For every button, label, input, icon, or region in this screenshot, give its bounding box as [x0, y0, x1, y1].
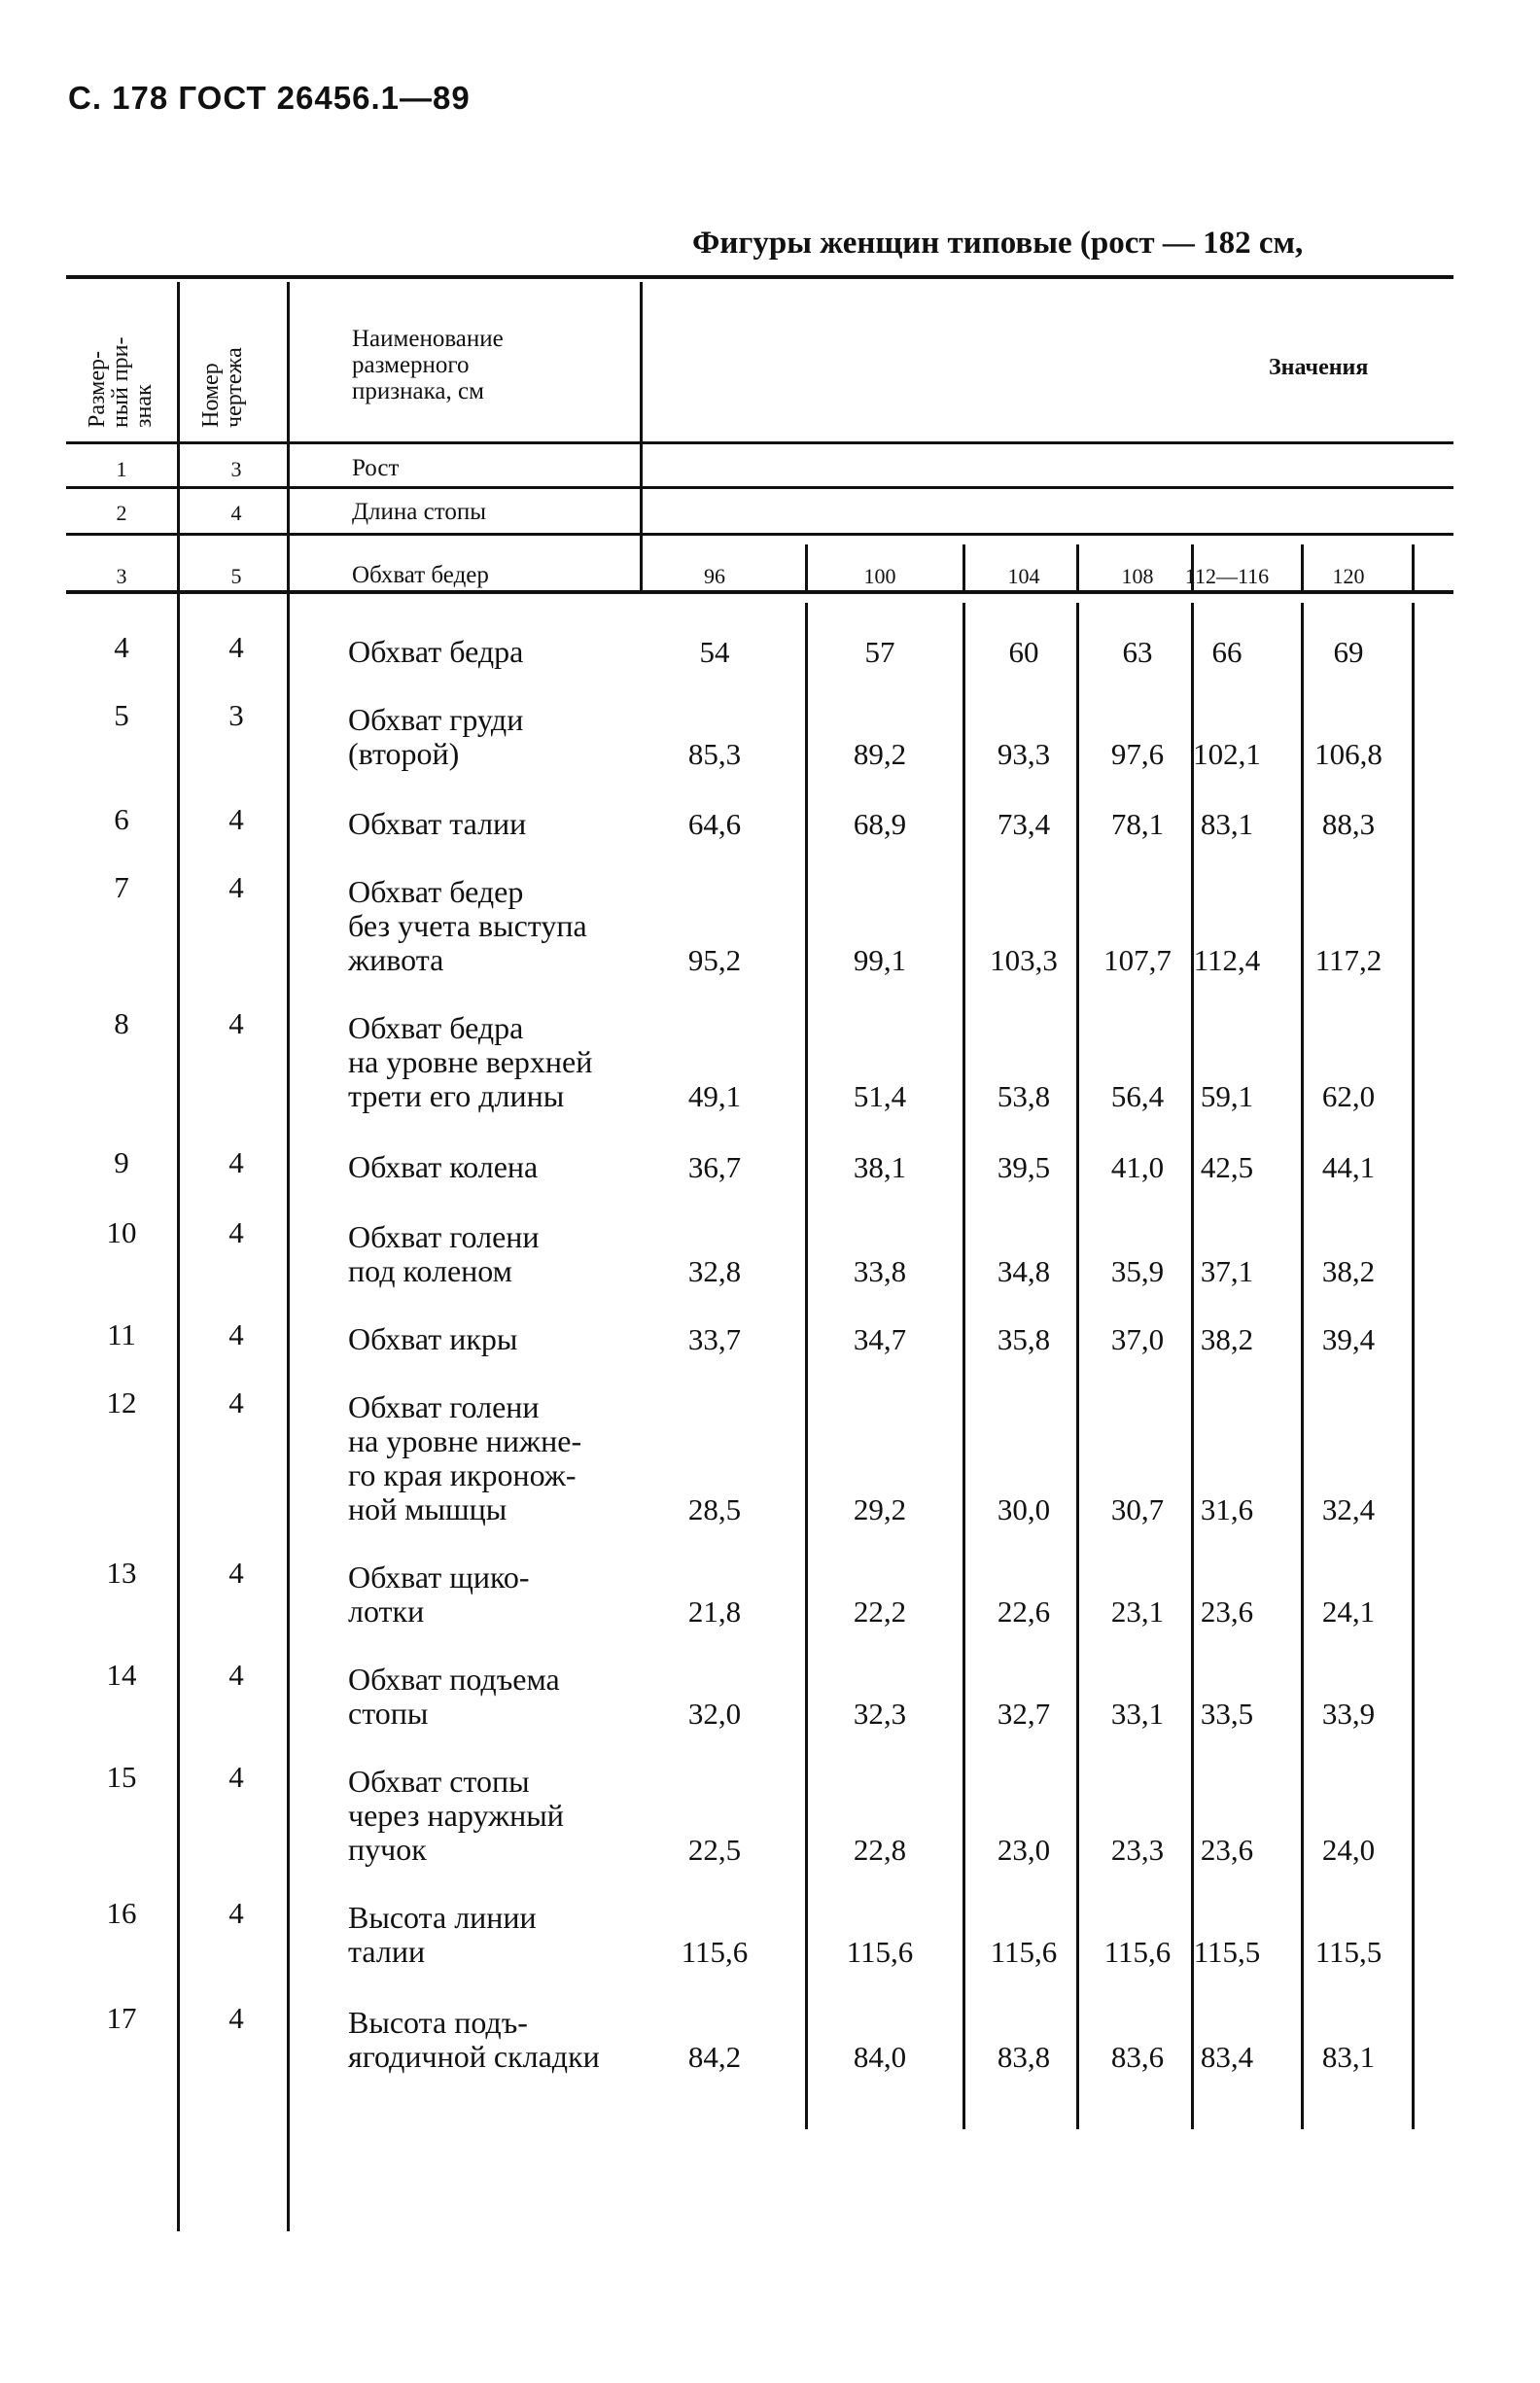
row-feature-name: Обхват бедер без учета выступа живота	[348, 874, 587, 977]
row-value: 33,5	[1200, 1697, 1254, 1731]
row-value: 24,0	[1321, 1833, 1376, 1867]
row-drawing-number: 4	[228, 1215, 244, 1249]
row-feature-name: Обхват бедра	[348, 634, 524, 669]
row-value: 106,8	[1314, 737, 1382, 771]
row-value: 35,9	[1110, 1254, 1165, 1288]
row-rule	[66, 533, 1453, 536]
row-feature-name: Обхват колена	[348, 1149, 539, 1184]
row-value: 38,1	[853, 1150, 907, 1184]
row-value: 115,6	[1103, 1935, 1172, 1969]
row-drawing-number: 4	[228, 1317, 244, 1351]
table-caption: Фигуры женщин типовые (рост — 182 см,	[692, 226, 1304, 261]
row-value: 62,0	[1321, 1079, 1376, 1113]
row-value: 115,5	[1314, 1935, 1382, 1969]
row-drawing-number: 4	[228, 1658, 244, 1692]
row-value: 115,6	[681, 1935, 749, 1969]
row-feature-name: Обхват подъема стопы	[348, 1662, 560, 1731]
row-number: 8	[114, 1006, 129, 1040]
row-value: 23,6	[1200, 1595, 1254, 1629]
row-value: 115,5	[1193, 1935, 1261, 1969]
row-number: 12	[106, 1385, 137, 1419]
row-value: 115,6	[846, 1935, 914, 1969]
row-value: 32,3	[853, 1697, 907, 1731]
row-value: 64,6	[687, 807, 742, 841]
row-value: 21,8	[687, 1595, 742, 1629]
row-value: 39,4	[1321, 1322, 1376, 1356]
row-feature-name: Обхват голени на уровне нижне- го края икронож- ной мышцы	[348, 1389, 582, 1526]
row-number: 6	[114, 802, 129, 836]
row-value: 102,1	[1193, 737, 1261, 771]
row-value: 117,2	[1314, 943, 1382, 977]
row-value: 38,2	[1321, 1254, 1376, 1288]
row-drawing-number: 4	[228, 1385, 244, 1419]
row-value: 34,8	[997, 1254, 1051, 1288]
row-value: 23,0	[997, 1833, 1051, 1867]
row-feature-name: Обхват бедра на уровне верхней трети его длины	[348, 1010, 593, 1113]
row-value: 23,3	[1110, 1833, 1165, 1867]
row-value: 56,4	[1110, 1079, 1165, 1113]
row-value: 59,1	[1200, 1079, 1254, 1113]
size-value: 104	[1007, 564, 1040, 588]
row-value: 83,1	[1200, 807, 1254, 841]
row-value: 39,5	[997, 1150, 1051, 1184]
row-value: 28,5	[687, 1492, 742, 1526]
row-number: 13	[106, 1556, 137, 1590]
row-value: 36,7	[687, 1150, 742, 1184]
row-value: 84,0	[853, 2040, 907, 2074]
row-value: 33,1	[1110, 1697, 1165, 1731]
row-value: 95,2	[687, 943, 742, 977]
row-value: 22,6	[997, 1595, 1051, 1629]
row-value: 37,0	[1110, 1322, 1165, 1356]
row-value: 44,1	[1321, 1150, 1376, 1184]
row-value: 78,1	[1110, 807, 1165, 841]
col-rule-num	[177, 282, 180, 2231]
row-number: 9	[114, 1145, 129, 1179]
row-value: 88,3	[1321, 807, 1376, 841]
row-drawing-number: 4	[228, 2001, 244, 2035]
row-drawing-number: 4	[228, 802, 244, 836]
row-value: 73,4	[997, 807, 1051, 841]
head-row-name: Длина стопы	[352, 499, 487, 525]
head-row-drawing: 4	[230, 501, 242, 525]
row-value: 83,1	[1321, 2040, 1376, 2074]
row-value: 89,2	[853, 737, 907, 771]
head-row-name: Рост	[352, 455, 400, 481]
row-drawing-number: 4	[228, 1896, 244, 1930]
top-rule	[66, 275, 1453, 279]
row-feature-name: Обхват груди (второй)	[348, 702, 524, 771]
row-number: 15	[106, 1760, 137, 1794]
row-value: 37,1	[1200, 1254, 1254, 1288]
row-number: 16	[106, 1896, 137, 1930]
row-value: 66	[1211, 635, 1242, 669]
row-value: 103,3	[990, 943, 1058, 977]
row-feature-name: Высота линии талии	[348, 1900, 537, 1969]
row-value: 42,5	[1200, 1150, 1254, 1184]
row-value: 22,5	[687, 1833, 742, 1867]
row-value: 97,6	[1110, 737, 1165, 771]
value-col-rule	[805, 544, 808, 591]
row-value: 31,6	[1200, 1492, 1254, 1526]
row-value: 30,7	[1110, 1492, 1165, 1526]
row-value: 63	[1122, 635, 1153, 669]
head-row-number: 3	[116, 564, 127, 588]
row-drawing-number: 4	[228, 1006, 244, 1040]
row-value: 54	[699, 635, 730, 669]
row-value: 41,0	[1110, 1150, 1165, 1184]
header-rule	[66, 441, 1453, 444]
row-number: 4	[114, 630, 129, 664]
row-value: 60	[1008, 635, 1039, 669]
row-value: 32,8	[687, 1254, 742, 1288]
value-col-rule	[1412, 603, 1415, 2129]
value-col-rule	[1412, 544, 1415, 591]
row-value: 33,9	[1321, 1697, 1376, 1731]
row-drawing-number: 4	[228, 1760, 244, 1794]
row-number: 14	[106, 1658, 137, 1692]
size-value: 120	[1332, 564, 1365, 588]
row-value: 35,8	[997, 1322, 1051, 1356]
row-value: 32,7	[997, 1697, 1051, 1731]
row-value: 33,7	[687, 1322, 742, 1356]
row-feature-name: Обхват талии	[348, 806, 527, 841]
header-values: Значения	[1269, 355, 1369, 380]
row-value: 57	[864, 635, 895, 669]
row-value: 34,7	[853, 1322, 907, 1356]
row-feature-name: Высота подъ- ягодичной складки	[348, 2005, 600, 2074]
row-drawing-number: 4	[228, 1556, 244, 1590]
value-col-rule	[805, 603, 808, 2129]
row-value: 32,0	[687, 1697, 742, 1731]
row-value: 84,2	[687, 2040, 742, 2074]
row-drawing-number: 3	[228, 698, 244, 732]
header-drawing-number: Номер чертежа	[198, 347, 247, 428]
row-drawing-number: 4	[228, 1145, 244, 1179]
head-row-number: 1	[116, 457, 127, 481]
size-value: 108	[1121, 564, 1154, 588]
value-col-rule	[1076, 603, 1079, 2129]
row-drawing-number: 4	[228, 630, 244, 664]
row-feature-name: Обхват икры	[348, 1321, 518, 1356]
row-number: 11	[107, 1317, 136, 1351]
head-row-number: 2	[116, 501, 127, 525]
row-value: 99,1	[853, 943, 907, 977]
head-row-drawing: 3	[230, 457, 242, 481]
row-feature-name: Обхват щико- лотки	[348, 1559, 530, 1629]
head-row-name: Обхват бедер	[352, 562, 489, 588]
row-value: 22,8	[853, 1833, 907, 1867]
row-value: 53,8	[997, 1079, 1051, 1113]
row-value: 32,4	[1321, 1492, 1376, 1526]
row-value: 69	[1333, 635, 1364, 669]
row-number: 7	[114, 870, 129, 904]
row-value: 93,3	[997, 737, 1051, 771]
row-value: 83,6	[1110, 2040, 1165, 2074]
col-rule-drawing	[287, 282, 290, 2231]
header-size-feature: Размер- ный при- знак	[85, 336, 157, 428]
row-drawing-number: 4	[228, 870, 244, 904]
row-value: 29,2	[853, 1492, 907, 1526]
row-value: 38,2	[1200, 1322, 1254, 1356]
size-value: 96	[704, 564, 725, 588]
row-value: 49,1	[687, 1079, 742, 1113]
row-number: 17	[106, 2001, 137, 2035]
page-header: С. 178 ГОСТ 26456.1—89	[68, 80, 471, 116]
value-col-rule	[962, 603, 965, 2129]
row-value: 30,0	[997, 1492, 1051, 1526]
row-number: 5	[114, 698, 129, 732]
head-row-drawing: 5	[230, 564, 242, 588]
row-rule	[66, 486, 1453, 489]
row-value: 68,9	[853, 807, 907, 841]
size-value: 100	[863, 564, 896, 588]
row-value: 33,8	[853, 1254, 907, 1288]
row-value: 85,3	[687, 737, 742, 771]
row-value: 83,8	[997, 2040, 1051, 2074]
row-feature-name: Обхват голени под коленом	[348, 1219, 540, 1288]
value-col-rule	[640, 544, 643, 591]
row-value: 24,1	[1321, 1595, 1376, 1629]
head-rows-bottom-rule	[66, 590, 1453, 594]
row-value: 83,4	[1200, 2040, 1254, 2074]
row-value: 51,4	[853, 1079, 907, 1113]
row-value: 23,6	[1200, 1833, 1254, 1867]
row-value: 112,4	[1193, 943, 1261, 977]
row-value: 115,6	[990, 1935, 1058, 1969]
row-value: 23,1	[1110, 1595, 1165, 1629]
row-number: 10	[106, 1215, 137, 1249]
header-feature-name: Наименование размерного признака, см	[352, 326, 504, 404]
row-value: 107,7	[1103, 943, 1172, 977]
size-value: 112—116	[1184, 564, 1270, 588]
row-value: 22,2	[853, 1595, 907, 1629]
row-feature-name: Обхват стопы через наружный пучок	[348, 1764, 564, 1867]
